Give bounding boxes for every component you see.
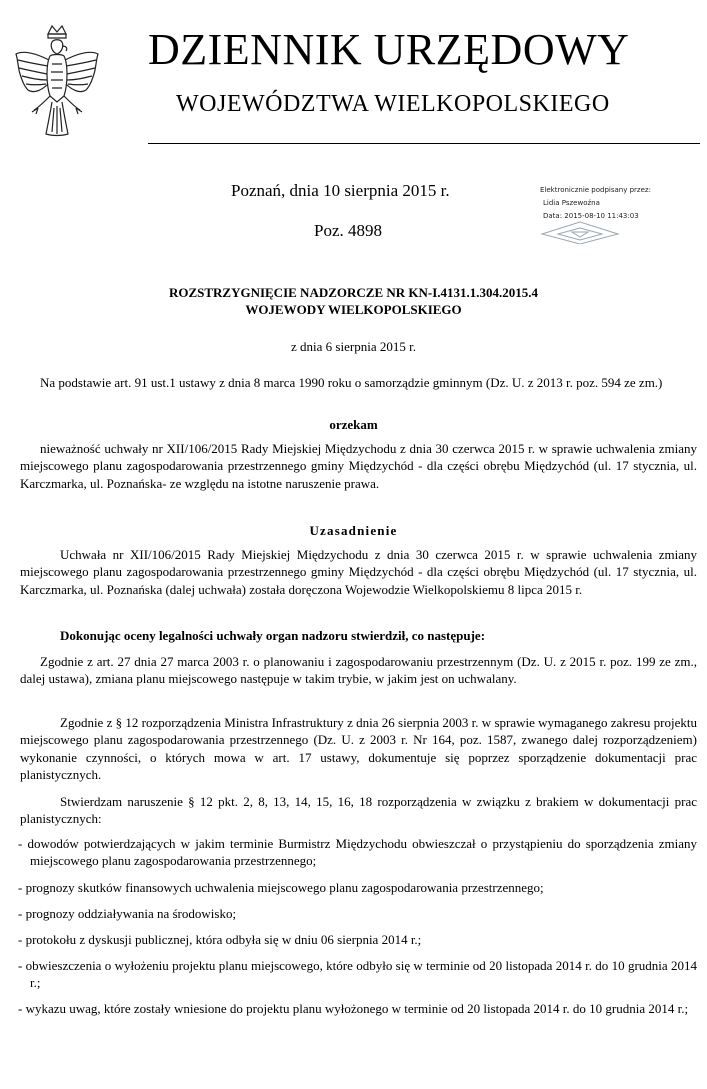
- justification-paragraph-3: Zgodnie z art. 27 dnia 27 marca 2003 r. o planowaniu i zagospodarowaniu przestrzennym (Dz. U. z 2015 r. poz. 199 ze zm., dalej ustawa), zmiana planu miejscowego następuje w takim trybie, w jakim jest on uchwalany.: [20, 654, 697, 687]
- signature-label: Elektronicznie podpisany przez:: [540, 186, 651, 194]
- legal-basis: Na podstawie art. 91 ust.1 ustawy z dnia 8 marca 1990 roku o samorządzie gminnym (Dz. U. z 2013 r. poz. 594 ze zm.): [40, 375, 663, 390]
- decision-date: z dnia 6 sierpnia 2015 r.: [291, 339, 416, 354]
- list-item: - protokołu z dyskusji publicznej, która odbyła się w dniu 06 sierpnia 2014 r.;: [18, 932, 422, 947]
- publication-date: Poznań, dnia 10 sierpnia 2015 r.: [231, 181, 450, 200]
- justification-paragraph-2: Dokonując oceny legalności uchwały organ nadzoru stwierdził, co następuje:: [60, 628, 486, 643]
- list-item: - prognozy skutków finansowych uchwalenia miejscowego planu zagospodarowania przestrzennego;: [18, 880, 544, 895]
- signature-date: Data: 2015-08-10 11:43:03: [543, 212, 639, 220]
- list-item: - prognozy oddziaływania na środowisko;: [18, 906, 237, 921]
- coat-of-arms-eagle-icon: [12, 24, 102, 144]
- ruling-text: nieważność uchwały nr XII/106/2015 Rady Miejskiej Międzychodu z dnia 30 czerwca 2015 r. w sprawie uchwalenia zmiany miejscowego planu zagospodarowania przestrzennego gminy Międzychód - dla części obrębu Międzychód (ul. 17 stycznia, ul. Karczmarka, ul. Poznańska- ze względu na istotne naruszenie prawa.: [20, 441, 697, 491]
- journal-title: DZIENNIK URZĘDOWY: [148, 25, 630, 74]
- justification-paragraph-1: Uchwała nr XII/106/2015 Rady Miejskiej Międzychodu z dnia 30 czerwca 2015 r. w sprawie uchwalenia zmiany miejscowego planu zagospodarowania przestrzennego gminy Międzychód - dla części obrębu Międzychód (ul. 17 stycznia, ul. Karczmarka, ul. Poznańska (dalej uchwała) została doręczona Wojewodzie Wielkopolskiemu 8 lipca 2015 r.: [20, 547, 697, 597]
- list-item: - dowodów potwierdzających w jakim terminie Burmistrz Międzychodu obwieszczał o przystąpieniu do sporządzenia zmiany miejscowego planu zagospodarowania przestrzennego;: [18, 836, 697, 869]
- journal-subtitle: WOJEWÓDZTWA WIELKOPOLSKIEGO: [176, 91, 610, 117]
- header-divider: [148, 143, 700, 144]
- electronic-signature: [540, 184, 700, 223]
- ruling-keyword: orzekam: [329, 417, 378, 432]
- justification-paragraph-5: Stwierdzam naruszenie § 12 pkt. 2, 8, 13, 14, 15, 16, 18 rozporządzenia w związku z brakiem w dokumentacji prac planistycznych:: [20, 794, 697, 827]
- decision-title: ROZSTRZYGNIĘCIE NADZORCZE NR KN-I.4131.1.304.2015.4: [168, 285, 539, 300]
- justification-paragraph-4: Zgodnie z § 12 rozporządzenia Ministra Infrastruktury z dnia 26 sierpnia 2003 r. w sprawie wymaganego zakresu projektu miejscowego planu zagospodarowania przestrzennego (Dz. U. z 2003 r. Nr 164, poz. 1587, zwanego dalej rozporządzeniem) wykonanie czynności, o których mowa w art. 17 ustawy, dokumentuje się poprzez sporządzenie dokumentacji prac planistycznych.: [20, 715, 697, 782]
- justification-heading: Uzasadnienie: [309, 523, 398, 538]
- decision-issuer: WOJEWODY WIELKOPOLSKIEGO: [245, 302, 462, 317]
- list-item: - obwieszczenia o wyłożeniu projektu planu miejscowego, które odbyło się w terminie od 20 listopada 2014 r. do 10 grudnia 2014 r.;: [18, 958, 697, 991]
- signature-name: Lidia Pszewoźna: [543, 199, 600, 207]
- position-number: Poz. 4898: [314, 221, 382, 240]
- signature-stamp-icon: [540, 220, 620, 244]
- list-item: - wykazu uwag, które zostały wniesione do projektu planu wyłożonego w terminie od 20 listopada 2014 r. do 10 grudnia 2014 r.;: [18, 1001, 689, 1016]
